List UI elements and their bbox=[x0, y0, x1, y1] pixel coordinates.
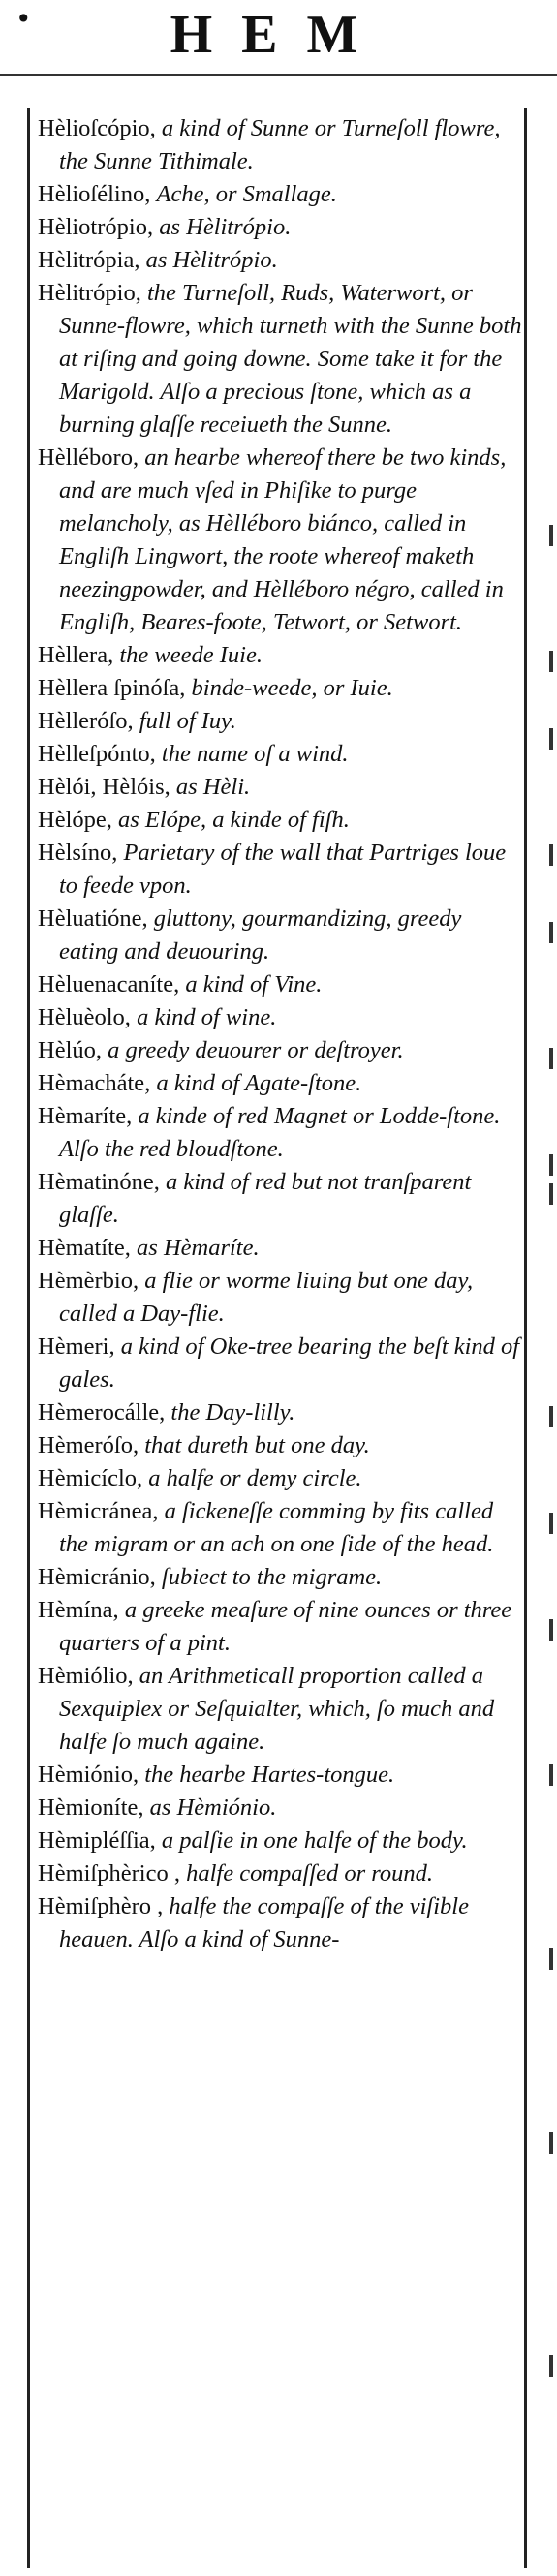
dictionary-entry bbox=[38, 1495, 524, 1561]
margin-mark bbox=[549, 922, 553, 943]
dictionary-entry bbox=[38, 442, 524, 639]
entry-definition: as Elópe, a kinde of fiſh. bbox=[118, 807, 350, 833]
entry-headword: Hèlsíno, bbox=[38, 840, 118, 866]
dictionary-entry bbox=[38, 1001, 524, 1034]
entry-headword: Hèlioſcópio, bbox=[38, 115, 156, 141]
entry-headword: Hèmiólio, bbox=[38, 1663, 134, 1689]
page-header bbox=[0, 0, 557, 89]
entry-definition: Parietary of the wall that Partriges loue to feede vpon. bbox=[59, 840, 507, 899]
entry-headword: Hèmatinóne, bbox=[38, 1169, 160, 1195]
dictionary-entry bbox=[38, 1429, 524, 1462]
entry-definition: ſubiect to the migrame. bbox=[161, 1564, 383, 1590]
margin-mark bbox=[549, 844, 553, 866]
dictionary-entry bbox=[38, 1660, 524, 1759]
entry-definition: the hearbe Hartes-tongue. bbox=[144, 1762, 395, 1788]
entry-definition: a kinde of red Magnet or Lodde-ſtone. Alſo the red bloudſtone. bbox=[59, 1103, 501, 1162]
entry-definition: a greedy deuourer or deſtroyer. bbox=[108, 1037, 404, 1063]
entry-definition: halfe the compaſſe of the viſible heauen. Alſo a kind of Sunne- bbox=[59, 1893, 469, 1952]
entry-definition: an Arithmeticall proportion called a Sexquiplex or Seſquialter, which, ſo much and halfe ſo much againe. bbox=[59, 1663, 495, 1755]
dictionary-entry bbox=[38, 804, 524, 837]
dictionary-entry bbox=[38, 1331, 524, 1396]
entry-definition: Ache, or Smallage. bbox=[156, 181, 337, 207]
entry-headword: Hèmeri, bbox=[38, 1334, 115, 1360]
entry-headword: Hèliotrópio, bbox=[38, 214, 154, 240]
entry-headword: Hèluatióne, bbox=[38, 905, 148, 932]
entry-definition: gluttony, gourmandizing, greedy eating and deuouring. bbox=[59, 905, 462, 965]
entry-headword: Hèmiſphèrico , bbox=[38, 1860, 180, 1886]
entry-headword: Hèmipléſſia, bbox=[38, 1827, 156, 1854]
entry-definition: as Hèmaríte. bbox=[137, 1235, 260, 1261]
entry-definition: halfe compaſſed or round. bbox=[186, 1860, 434, 1886]
entry-headword: Hèlúo, bbox=[38, 1037, 102, 1063]
entry-headword: Hèmína, bbox=[38, 1597, 119, 1623]
entry-headword: Hèmicíclo, bbox=[38, 1465, 143, 1491]
entry-definition: a kind of Agate-ſtone. bbox=[156, 1070, 362, 1096]
margin-mark bbox=[549, 1513, 553, 1534]
dictionary-entry bbox=[38, 771, 524, 804]
entry-definition: a flie or worme liuing but one day, called a Day-flie. bbox=[59, 1268, 474, 1327]
margin-mark bbox=[549, 2132, 553, 2154]
margin-mark bbox=[549, 1048, 553, 1069]
margin-mark bbox=[549, 1154, 553, 1176]
header-rule bbox=[0, 74, 557, 76]
dictionary-column bbox=[27, 108, 527, 2568]
dictionary-entry bbox=[38, 903, 524, 968]
margin-mark bbox=[549, 651, 553, 672]
margin-mark bbox=[549, 1183, 553, 1205]
dictionary-entry bbox=[38, 1265, 524, 1331]
entry-headword: Hèlléboro, bbox=[38, 445, 139, 471]
entry-definition: full of Iuy. bbox=[139, 708, 236, 734]
entry-definition: that dureth but one day. bbox=[144, 1432, 370, 1458]
entry-definition: the Turneſoll, Ruds, Waterwort, or Sunne-flowre, which turneth with the Sunne both at riſing and going downe. Some take it for the Marigold. Alſo a precious ſtone, which as a burning glaſſe receiueth the Sunne. bbox=[59, 280, 522, 438]
dictionary-entry bbox=[38, 672, 524, 705]
dictionary-entry bbox=[38, 1890, 524, 1956]
entry-headword: Hèmatíte, bbox=[38, 1235, 131, 1261]
dictionary-entry bbox=[38, 1857, 524, 1890]
entry-headword: Hèmioníte, bbox=[38, 1794, 144, 1821]
dictionary-entry bbox=[38, 738, 524, 771]
margin-mark bbox=[549, 1406, 553, 1427]
entry-headword: Hèlleróſo, bbox=[38, 708, 134, 734]
entry-definition: a kind of red but not tranſparent glaſſe. bbox=[59, 1169, 472, 1228]
entry-definition: a palſie in one halfe of the body. bbox=[161, 1827, 468, 1854]
dictionary-entry bbox=[38, 277, 524, 442]
dictionary-entry bbox=[38, 968, 524, 1001]
dictionary-entry bbox=[38, 1166, 524, 1232]
dictionary-entry bbox=[38, 178, 524, 211]
dictionary-entry bbox=[38, 639, 524, 672]
entry-list bbox=[30, 108, 524, 1956]
entry-headword: Hèllera, bbox=[38, 642, 114, 668]
margin-mark bbox=[549, 525, 553, 546]
entry-headword: Hèllera ſpinóſa, bbox=[38, 675, 186, 701]
entry-headword: Hèmaríte, bbox=[38, 1103, 133, 1129]
dictionary-entry bbox=[38, 1034, 524, 1067]
entry-headword: Hèlioſélino, bbox=[38, 181, 151, 207]
entry-headword: Hèmacháte, bbox=[38, 1070, 151, 1096]
bullet-mark: • bbox=[15, 3, 32, 35]
dictionary-entry bbox=[38, 1825, 524, 1857]
dictionary-entry bbox=[38, 837, 524, 903]
dictionary-entry bbox=[38, 1100, 524, 1166]
entry-headword: Hèlleſpónto, bbox=[38, 741, 156, 767]
entry-headword: Hèlitrópia, bbox=[38, 247, 140, 273]
entry-headword: Hèluèolo, bbox=[38, 1004, 131, 1030]
entry-definition: a kind of Oke-tree bearing the beſt kind of gales. bbox=[59, 1334, 520, 1393]
margin-mark bbox=[549, 1948, 553, 1970]
entry-headword: Hèmeróſo, bbox=[38, 1432, 139, 1458]
entry-headword: Hèmerocálle, bbox=[38, 1399, 166, 1426]
entry-definition: binde-weede, or Iuie. bbox=[191, 675, 393, 701]
entry-definition: a greeke meaſure of nine ounces or three quarters of a pint. bbox=[59, 1597, 512, 1656]
entry-headword: Hèlitrópio, bbox=[38, 280, 141, 306]
dictionary-entry bbox=[38, 244, 524, 277]
margin-mark bbox=[549, 1764, 553, 1786]
dictionary-entry bbox=[38, 1561, 524, 1594]
entry-definition: as Hèlitrópio. bbox=[159, 214, 292, 240]
entry-definition: a kind of Vine. bbox=[185, 971, 323, 997]
entry-headword: Hèluenacaníte, bbox=[38, 971, 180, 997]
dictionary-entry bbox=[38, 705, 524, 738]
margin-mark bbox=[549, 1619, 553, 1641]
entry-definition: a kind of wine. bbox=[137, 1004, 277, 1030]
entry-definition: a halfe or demy circle. bbox=[148, 1465, 362, 1491]
entry-definition: a ſickeneſſe comming by fits called the migram or an ach on one ſide of the head. bbox=[59, 1498, 494, 1557]
entry-headword: Hèlópe, bbox=[38, 807, 112, 833]
dictionary-entry bbox=[38, 1067, 524, 1100]
entry-headword: Hèmiſphèro , bbox=[38, 1893, 164, 1919]
entry-definition: an hearbe whereof there be two kinds, and are much vſed in Phiſike to purge melancholy, as Hèlléboro biánco, called in Engliſh Lingwort, the roote whereof maketh neezingpowder, and Hèlléboro négro, called in Engliſh, Beares-foote, Tetwort, or Setwort. bbox=[59, 445, 507, 635]
entry-definition: a kind of Sunne or Turneſoll flowre, the Sunne Tithimale. bbox=[59, 115, 501, 174]
dictionary-entry bbox=[38, 211, 524, 244]
margin-mark bbox=[549, 728, 553, 750]
entry-definition: as Hèli. bbox=[175, 774, 251, 800]
dictionary-entry bbox=[38, 1594, 524, 1660]
entry-definition: the weede Iuie. bbox=[119, 642, 263, 668]
dictionary-entry bbox=[38, 1232, 524, 1265]
entry-headword: Hèlói, Hèlóis, bbox=[38, 774, 170, 800]
dictionary-entry bbox=[38, 112, 524, 178]
margin-mark bbox=[549, 2355, 553, 2377]
entry-definition: the Day-lilly. bbox=[170, 1399, 295, 1426]
entry-definition: as Hèlitrópio. bbox=[145, 247, 278, 273]
dictionary-entry bbox=[38, 1396, 524, 1429]
entry-headword: Hèmèrbio, bbox=[38, 1268, 139, 1294]
entry-headword: Hèmicránio, bbox=[38, 1564, 156, 1590]
dictionary-entry bbox=[38, 1759, 524, 1792]
dictionary-entry bbox=[38, 1462, 524, 1495]
entry-headword: Hèmiónio, bbox=[38, 1762, 139, 1788]
dictionary-entry bbox=[38, 1792, 524, 1825]
entry-definition: the name of a wind. bbox=[161, 741, 349, 767]
running-head: HEM bbox=[170, 5, 387, 65]
entry-headword: Hèmicránea, bbox=[38, 1498, 159, 1524]
entry-definition: as Hèmiónio. bbox=[149, 1794, 277, 1821]
right-margin-marks bbox=[531, 108, 557, 2568]
